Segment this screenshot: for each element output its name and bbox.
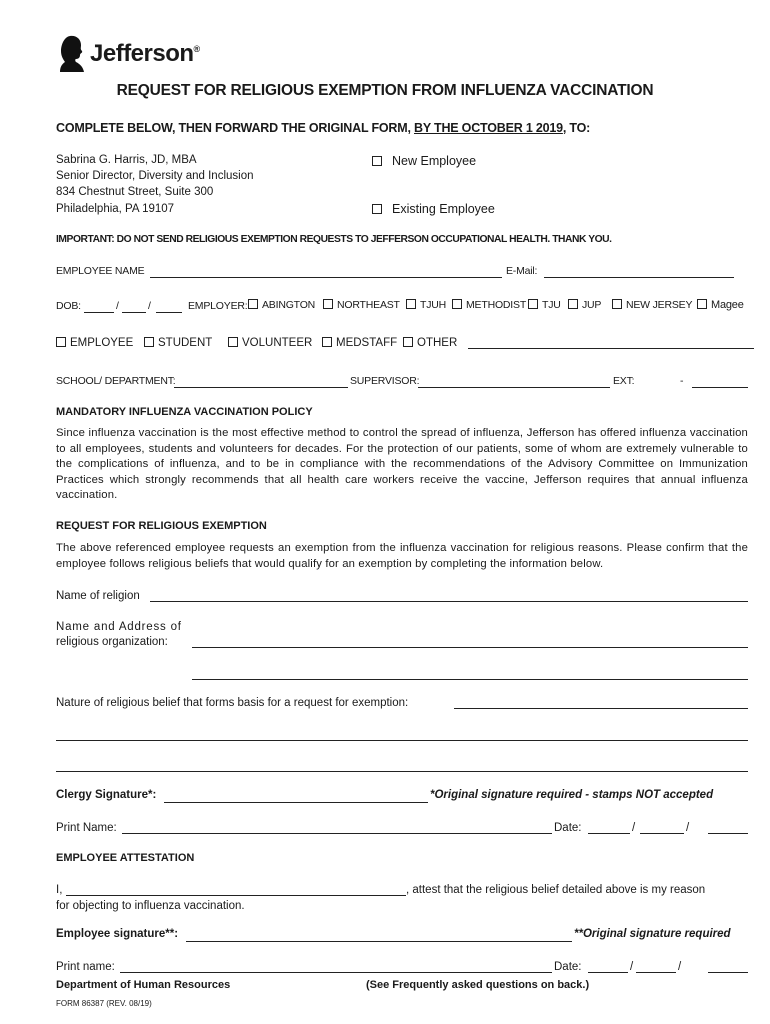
- nature-field-line-2[interactable]: [56, 740, 748, 741]
- employer-label: EMPLOYER:: [188, 300, 248, 312]
- existing-employee-checkbox[interactable]: Existing Employee: [372, 201, 495, 217]
- org-field-line-2[interactable]: [192, 679, 748, 680]
- employer-tjuh[interactable]: TJUH: [406, 299, 446, 311]
- employer-abington[interactable]: ABINGTON: [248, 299, 315, 311]
- checkbox-icon[interactable]: [248, 299, 258, 309]
- clergy-date-label: Date:: [554, 822, 582, 834]
- request-heading: REQUEST FOR RELIGIOUS EXEMPTION: [56, 520, 267, 532]
- new-employee-checkbox[interactable]: New Employee: [372, 153, 476, 169]
- employee-date-year[interactable]: [708, 972, 748, 973]
- role-other[interactable]: OTHER: [403, 335, 457, 351]
- employee-date-label: Date:: [554, 961, 582, 973]
- form-number: FORM 86387 (REV. 08/19): [56, 999, 152, 1008]
- supervisor-label: SUPERVISOR:: [350, 375, 420, 387]
- clergy-print-name-label: Print Name:: [56, 822, 117, 834]
- clergy-signature-label: Clergy Signature*:: [56, 789, 157, 801]
- school-department-field[interactable]: [174, 387, 348, 388]
- address-line-3: 834 Chestnut Street, Suite 300: [56, 186, 214, 198]
- checkbox-icon[interactable]: [322, 337, 332, 347]
- attestation-name-field[interactable]: [66, 895, 406, 896]
- dob-label: DOB:: [56, 300, 81, 312]
- checkbox-icon[interactable]: [612, 299, 622, 309]
- form-instruction: COMPLETE BELOW, THEN FORWARD THE ORIGINAL FORM, BY THE OCTOBER 1 2019, TO:: [56, 121, 591, 135]
- form-title: REQUEST FOR RELIGIOUS EXEMPTION FROM INFLUENZA VACCINATION: [116, 82, 654, 99]
- employee-date-month[interactable]: [588, 972, 628, 973]
- ext-separator: -: [680, 375, 684, 387]
- employer-northeast[interactable]: NORTHEAST: [323, 299, 400, 311]
- religion-name-label: Name of religion: [56, 590, 140, 602]
- role-employee[interactable]: EMPLOYEE: [56, 335, 133, 351]
- checkbox-icon[interactable]: [372, 204, 382, 214]
- policy-heading: MANDATORY INFLUENZA VACCINATION POLICY: [56, 406, 313, 418]
- org-label-line-2: religious organization:: [56, 636, 168, 648]
- checkbox-icon[interactable]: [403, 337, 413, 347]
- request-text: The above referenced employee requests an exemption from the influenza vaccination for religious reasons. Please confirm that the employee follows religious beliefs that would qualify for an exemption by completing the information below.: [56, 542, 748, 570]
- clergy-signature-note: *Original signature required - stamps NOT accepted: [430, 789, 714, 801]
- checkbox-icon[interactable]: [228, 337, 238, 347]
- school-department-label: SCHOOL/ DEPARTMENT:: [56, 375, 176, 387]
- employee-name-label: EMPLOYEE NAME: [56, 265, 145, 277]
- ext-field[interactable]: [692, 387, 748, 388]
- nature-field-line-3[interactable]: [56, 771, 748, 772]
- address-line-4: Philadelphia, PA 19107: [56, 203, 175, 215]
- clergy-date-day[interactable]: [640, 833, 684, 834]
- dob-separator: /: [116, 300, 119, 312]
- role-medstaff[interactable]: MEDSTAFF: [322, 335, 397, 351]
- role-student[interactable]: STUDENT: [144, 335, 212, 351]
- employee-date-day[interactable]: [636, 972, 676, 973]
- nature-label: Nature of religious belief that forms basis for a request for exemption:: [56, 697, 409, 709]
- checkbox-icon[interactable]: [323, 299, 333, 309]
- checkbox-icon[interactable]: [144, 337, 154, 347]
- policy-text: Since influenza vaccination is the most effective method to control the spread of influenza, Jefferson has offered influenza vaccination to all employees, students and volunteers for decades. For the protection of our patients, some of whom are extremely vulnerable to the complications of influenza, and to be in compliance with the recommendations of the Advisory Committee on Immunization Practices which strongly recommends that all health care workers receive the vaccine, Jefferson requires that annual influenza vaccination.: [56, 427, 748, 502]
- clergy-print-name-field[interactable]: [122, 833, 552, 834]
- profile-silhouette-icon: [56, 34, 86, 74]
- employee-print-name-field[interactable]: [120, 972, 552, 973]
- dob-day-field[interactable]: [122, 312, 146, 313]
- date-separator: /: [686, 822, 690, 834]
- deadline: BY THE OCTOBER 1 2019: [414, 121, 563, 135]
- employee-signature-field[interactable]: [186, 941, 572, 942]
- checkbox-icon[interactable]: [56, 337, 66, 347]
- email-field[interactable]: [544, 277, 734, 278]
- dob-month-field[interactable]: [84, 312, 114, 313]
- jefferson-logo: [56, 34, 200, 74]
- attestation-line-2: for objecting to influenza vaccination.: [56, 900, 245, 912]
- employee-signature-note: **Original signature required: [574, 928, 731, 940]
- other-role-field[interactable]: [468, 348, 754, 349]
- religion-name-field[interactable]: [150, 601, 748, 602]
- important-notice: IMPORTANT: DO NOT SEND RELIGIOUS EXEMPTION REQUESTS TO JEFFERSON OCCUPATIONAL HEALTH. THANK YOU.: [56, 234, 612, 245]
- employer-magee[interactable]: Magee: [697, 299, 744, 311]
- checkbox-icon[interactable]: [697, 299, 707, 309]
- supervisor-field[interactable]: [418, 387, 610, 388]
- date-separator: /: [632, 822, 636, 834]
- logo-text: Jefferson®: [90, 40, 200, 67]
- employee-name-field[interactable]: [150, 277, 502, 278]
- checkbox-icon[interactable]: [452, 299, 462, 309]
- footer-see-back: (See Frequently asked questions on back.): [366, 979, 590, 991]
- checkbox-icon[interactable]: [528, 299, 538, 309]
- date-separator: /: [678, 961, 682, 973]
- checkbox-icon[interactable]: [372, 156, 382, 166]
- employee-print-name-label: Print name:: [56, 961, 115, 973]
- employer-jup[interactable]: JUP: [568, 299, 601, 311]
- attestation-suffix: , attest that the religious belief detailed above is my reason: [406, 884, 706, 896]
- checkbox-icon[interactable]: [568, 299, 578, 309]
- attestation-prefix: I,: [56, 884, 63, 896]
- employer-new-jersey[interactable]: NEW JERSEY: [612, 299, 692, 311]
- email-label: E-Mail:: [506, 265, 538, 277]
- clergy-signature-field[interactable]: [164, 802, 428, 803]
- clergy-date-month[interactable]: [588, 833, 630, 834]
- ext-label: EXT:: [613, 375, 635, 387]
- checkbox-icon[interactable]: [406, 299, 416, 309]
- employer-tju[interactable]: TJU: [528, 299, 561, 311]
- attestation-heading: EMPLOYEE ATTESTATION: [56, 852, 195, 864]
- employer-methodist[interactable]: METHODIST: [452, 299, 526, 311]
- footer-department: Department of Human Resources: [56, 979, 231, 991]
- org-label-line-1: Name and Address of: [56, 621, 182, 633]
- address-line-1: Sabrina G. Harris, JD, MBA: [56, 154, 197, 166]
- clergy-date-year[interactable]: [708, 833, 748, 834]
- date-separator: /: [630, 961, 634, 973]
- dob-year-field[interactable]: [156, 312, 182, 313]
- address-line-2: Senior Director, Diversity and Inclusion: [56, 170, 254, 182]
- role-volunteer[interactable]: VOLUNTEER: [228, 335, 312, 351]
- org-field-line-1[interactable]: [192, 647, 748, 648]
- employee-signature-label: Employee signature**:: [56, 928, 179, 940]
- nature-field-line-1[interactable]: [454, 708, 748, 709]
- dob-separator: /: [148, 300, 151, 312]
